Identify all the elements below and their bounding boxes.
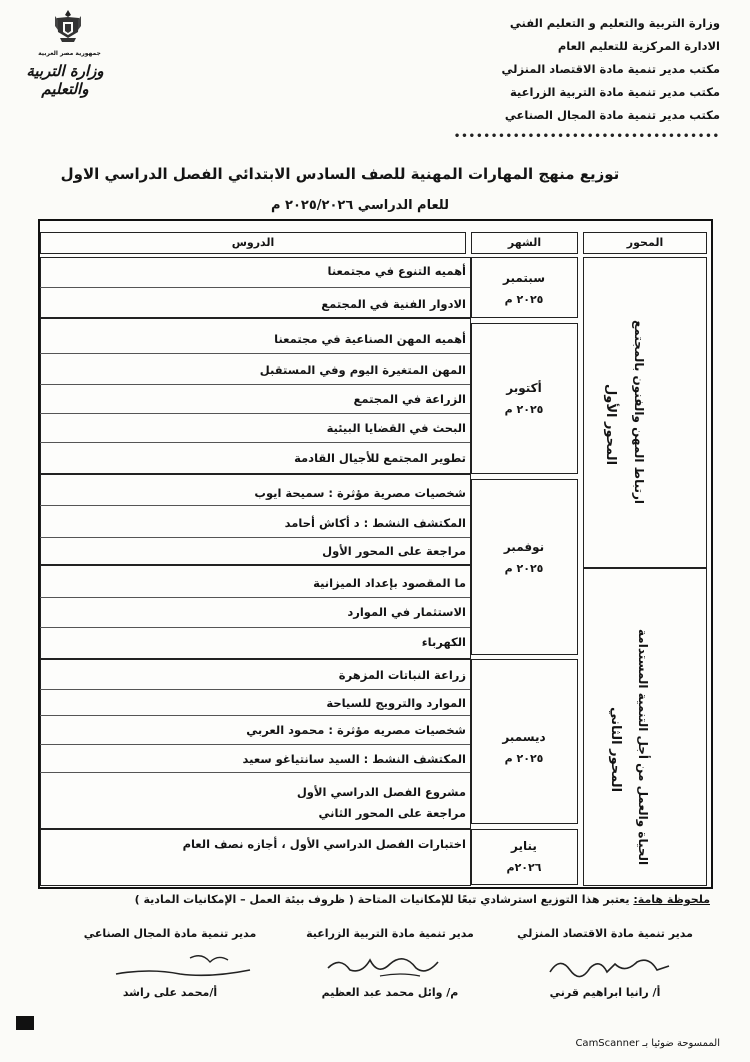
row-divider: [40, 384, 470, 385]
lesson-item: مراجعة على المحور الأول: [322, 544, 466, 558]
row-divider: [40, 689, 470, 690]
logo-country-text: جمهورية مصر العربية: [38, 50, 101, 57]
row-divider: [40, 627, 470, 628]
row-divider: [40, 505, 470, 506]
eagle-emblem-icon: [54, 8, 82, 48]
month-september: [474, 266, 574, 310]
row-divider: [40, 287, 470, 288]
row-divider: [40, 715, 470, 716]
header-axis: المحور: [583, 232, 707, 254]
lesson-item: الزراعة في المجتمع: [353, 392, 466, 406]
header-line: مكتب مدير تنمية مادة التربية الزراعية: [509, 85, 720, 99]
month-name: يناير: [511, 839, 537, 853]
lesson-item: المكتشف النشط : د أكاش أحامد: [284, 516, 466, 530]
lesson-item: شخصيات مصرية مؤثرة : سميحة ايوب: [254, 486, 466, 500]
scan-corner-mark: [16, 1016, 34, 1030]
lesson-item: الاستثمار في الموارد: [347, 605, 466, 619]
note-text: يعتبر هذا التوزيع استرشادي تبعًا للإمكانيات المتاحة ( ظروف بيئة العمل – الإمكانيات المادية ): [134, 893, 630, 906]
logo-ministry-text: وزارة التربية والتعليم: [26, 62, 104, 98]
signatory-name: أ/محمد على راشد: [122, 986, 218, 999]
lesson-item: ما المقصود بإعداد الميزانية: [313, 576, 466, 590]
signatory-title: مدير تنمية مادة التربية الزراعية: [306, 927, 474, 940]
signatory-name: م/ وائل محمد عبد العظيم: [321, 986, 459, 999]
signatory-name: أ/ رانيا ابراهيم قرني: [549, 986, 661, 999]
header-lessons: الدروس: [40, 232, 466, 254]
lesson-item: البحث في القضايا البيئية: [326, 421, 466, 435]
lessons-block: [40, 474, 471, 659]
row-divider: [40, 353, 470, 354]
month-november: [474, 535, 574, 579]
lesson-item: أهميه التنوع في مجتمعنا: [327, 264, 466, 278]
month-name: نوفمبر: [503, 540, 545, 554]
axis-1-name: المحور الأول: [603, 384, 618, 466]
row-divider: [40, 772, 470, 773]
page-title: توزيع منهج المهارات المهنية للصف السادس الابتدائي الفصل الدراسي الاول: [60, 165, 620, 183]
note-label: ملحوظة هامة:: [633, 893, 710, 906]
month-year: ٢٠٢٥ م: [504, 403, 544, 416]
row-divider: [40, 537, 470, 538]
scanner-watermark: الممسوحة ضوئيا بـ CamScanner: [575, 1038, 720, 1049]
header-line: مكتب مدير تنمية مادة الاقتصاد المنزلي: [501, 62, 720, 76]
signatory-title: مدير تنمية مادة المجال الصناعي: [83, 927, 257, 940]
lesson-item: زراعة النباتات المزهرة: [338, 668, 466, 682]
row-divider: [40, 744, 470, 745]
lesson-item: المهن المتغيرة اليوم وفي المستقبل: [259, 363, 466, 377]
lesson-item: تطوير المجتمع للأجيال القادمة: [294, 451, 466, 465]
lesson-item: مشروع الفصل الدراسي الأول: [296, 785, 466, 799]
header-line: مكتب مدير تنمية مادة المجال الصناعي: [504, 108, 720, 122]
signature-icon: [545, 952, 675, 982]
axis-2-name: المحور الثاني: [608, 707, 623, 793]
row-divider: [40, 597, 470, 598]
month-name: سبتمبر: [502, 271, 545, 285]
lesson-item: الكهرباء: [421, 635, 466, 649]
row-divider: [40, 442, 470, 443]
lesson-item: الادوار الفنية في المجتمع: [321, 297, 466, 311]
lesson-item: أهميه المهن الصناعية في مجتمعنا: [274, 332, 466, 346]
month-year: ٢٠٢٥ م: [504, 752, 544, 765]
month-october: [474, 376, 574, 420]
section-divider: [40, 564, 470, 566]
axis-2-subtitle: الحياة والعمل من أجل التنمية المستدامة: [636, 629, 650, 866]
month-january: [474, 834, 574, 878]
header-line: وزارة التربية والتعليم و التعليم الفني: [509, 16, 720, 30]
axis-1-subtitle: ارتباط المهن والفنون بالمجتمع: [632, 319, 646, 505]
month-name: ديسمبر: [502, 730, 546, 744]
signature-icon: [320, 950, 450, 980]
lesson-item: مراجعة على المحور الثاني: [318, 806, 466, 820]
month-year: ٢٠٢٥ م: [504, 562, 544, 575]
lesson-item: اختبارات الفصل الدراسي الأول ، أجازه نصف العام: [182, 837, 466, 851]
signature-icon: [110, 950, 260, 980]
lesson-item: شخصيات مصريه مؤثرة : محمود العربي: [246, 723, 466, 737]
header-line: الادارة المركزية للتعليم العام: [557, 39, 720, 53]
month-name: أكتوبر: [506, 381, 542, 395]
ministry-logo: [14, 8, 114, 98]
lesson-item: المكتشف النشط : السيد سانتياغو سعيد: [242, 752, 466, 766]
lesson-item: الموارد والترويج للسياحة: [326, 696, 466, 710]
month-december: [474, 725, 574, 769]
month-year: ٢٠٢٦م: [506, 861, 542, 874]
row-divider: [40, 413, 470, 414]
ministry-header: [440, 16, 720, 142]
month-year: ٢٠٢٥ م: [504, 293, 544, 306]
header-month: الشهر: [471, 232, 578, 254]
signatory-title: مدير تنمية مادة الاقتصاد المنزلي: [517, 927, 693, 940]
header-dots: ••••••••••••••••••••••••••••••••••••: [453, 131, 720, 142]
page-subtitle: للعام الدراسي ٢٠٢٥/٢٠٢٦ م: [270, 198, 449, 213]
important-note: [100, 893, 710, 906]
